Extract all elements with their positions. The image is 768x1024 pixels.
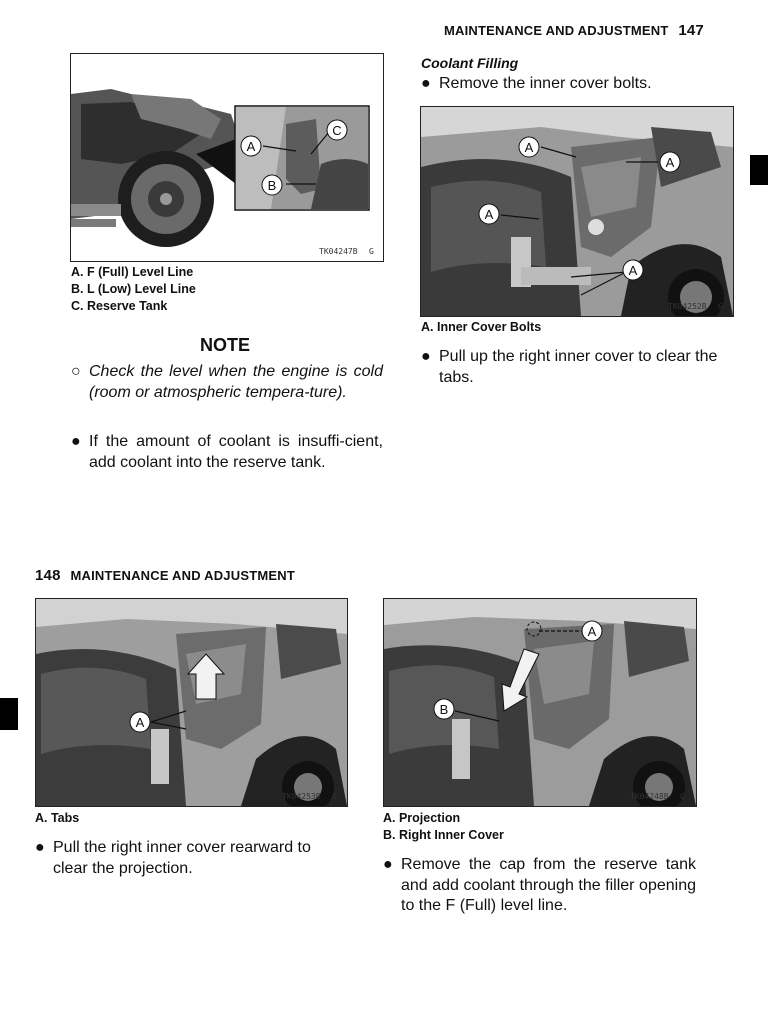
figure-1-callout-a: A: [246, 139, 256, 154]
step-pull-rearward-text: Pull the right inner cover rearward to clear the projection.: [53, 839, 311, 877]
step-remove-cap: [383, 855, 696, 917]
note-title: NOTE: [200, 335, 251, 355]
figure-3-caption: A. Tabs: [35, 811, 80, 825]
page-147-number: 147: [678, 22, 704, 39]
bullet-icon: ●: [421, 75, 431, 92]
figure-4-caption-a: A. Projection: [383, 811, 461, 825]
figure-1-caption: [71, 264, 381, 315]
page-148-header-title: MAINTENANCE AND ADJUSTMENT: [70, 568, 295, 583]
figure-projection-illustration: [384, 599, 696, 806]
page-147-thumb-tab: [750, 155, 768, 185]
step-remove-bolts: [421, 74, 733, 95]
bullet-icon: ●: [71, 433, 81, 450]
figure-2-caption: A. Inner Cover Bolts: [421, 320, 542, 334]
step-remove-cap-text: Remove the cap from the reserve tank and add coolant through the filler opening to the F (Full) level line.: [401, 856, 696, 914]
figure-2-code: TK04252B: [668, 302, 707, 311]
bullet-icon: ●: [35, 839, 45, 856]
step-pull-up-cover: [421, 347, 733, 388]
figure-4-callout-a: A: [587, 624, 597, 639]
figure-inner-cover-bolts: [420, 106, 734, 317]
note-item: [71, 362, 383, 403]
figure-tabs-illustration: [36, 599, 347, 806]
figure-2-callout-a-top: A: [524, 140, 534, 155]
figure-2-callout-a-left: A: [484, 207, 494, 222]
figure-1-callout-b: B: [267, 178, 277, 193]
step-pull-up-text: Pull up the right inner cover to clear the tabs.: [439, 348, 718, 386]
page-148-header: [35, 567, 355, 584]
figure-tabs: [35, 598, 348, 807]
figure-4-caption-b: B. Right Inner Cover: [383, 828, 504, 842]
figure-2-callout-a-right: A: [665, 155, 675, 170]
figure-2-callout-a-bottom: A: [628, 263, 638, 278]
figure-4-caption: [383, 810, 695, 844]
figure-1-caption-b: B. L (Low) Level Line: [71, 282, 196, 296]
page-148-thumb-tab: [0, 698, 18, 730]
section-title-coolant-filling: Coolant Filling: [421, 55, 519, 71]
page-147-header-title: MAINTENANCE AND ADJUSTMENT: [444, 23, 669, 38]
figure-4-code: TK04248B: [630, 792, 669, 801]
step-insufficient-coolant: [71, 432, 383, 473]
step-remove-bolts-text: Remove the inner cover bolts.: [439, 75, 652, 92]
figure-inner-cover-bolts-illustration: [421, 107, 733, 316]
figure-reserve-tank: [70, 53, 384, 262]
figure-3-callout-a: A: [135, 715, 145, 730]
figure-2-code-suffix: G: [718, 302, 723, 311]
figure-1-code-suffix: G: [369, 247, 374, 256]
note-text: Check the level when the engine is cold (room or atmospheric tempera-ture).: [89, 363, 383, 401]
figure-1-caption-c: C. Reserve Tank: [71, 299, 168, 313]
figure-4-callout-b: B: [439, 702, 449, 717]
bullet-icon: ●: [421, 348, 431, 365]
bullet-icon: ●: [383, 856, 393, 873]
figure-reserve-tank-illustration: [71, 54, 383, 261]
figure-1-code: TK04247B: [319, 247, 358, 256]
step-insufficient-text: If the amount of coolant is insuffi-cient, add coolant into the reserve tank.: [89, 433, 383, 471]
page-148-number: 148: [35, 567, 61, 584]
figure-4-code-suffix: G: [680, 792, 685, 801]
step-pull-rearward: [35, 838, 347, 879]
figure-3-code: TK04253B: [282, 792, 321, 801]
figure-1-callout-c: C: [332, 123, 342, 138]
figure-3-code-suffix: G: [332, 792, 337, 801]
page-147-header: [444, 22, 744, 39]
figure-projection: [383, 598, 697, 807]
figure-1-caption-a: A. F (Full) Level Line: [71, 265, 194, 279]
note-bullet-icon: ○: [71, 363, 81, 380]
